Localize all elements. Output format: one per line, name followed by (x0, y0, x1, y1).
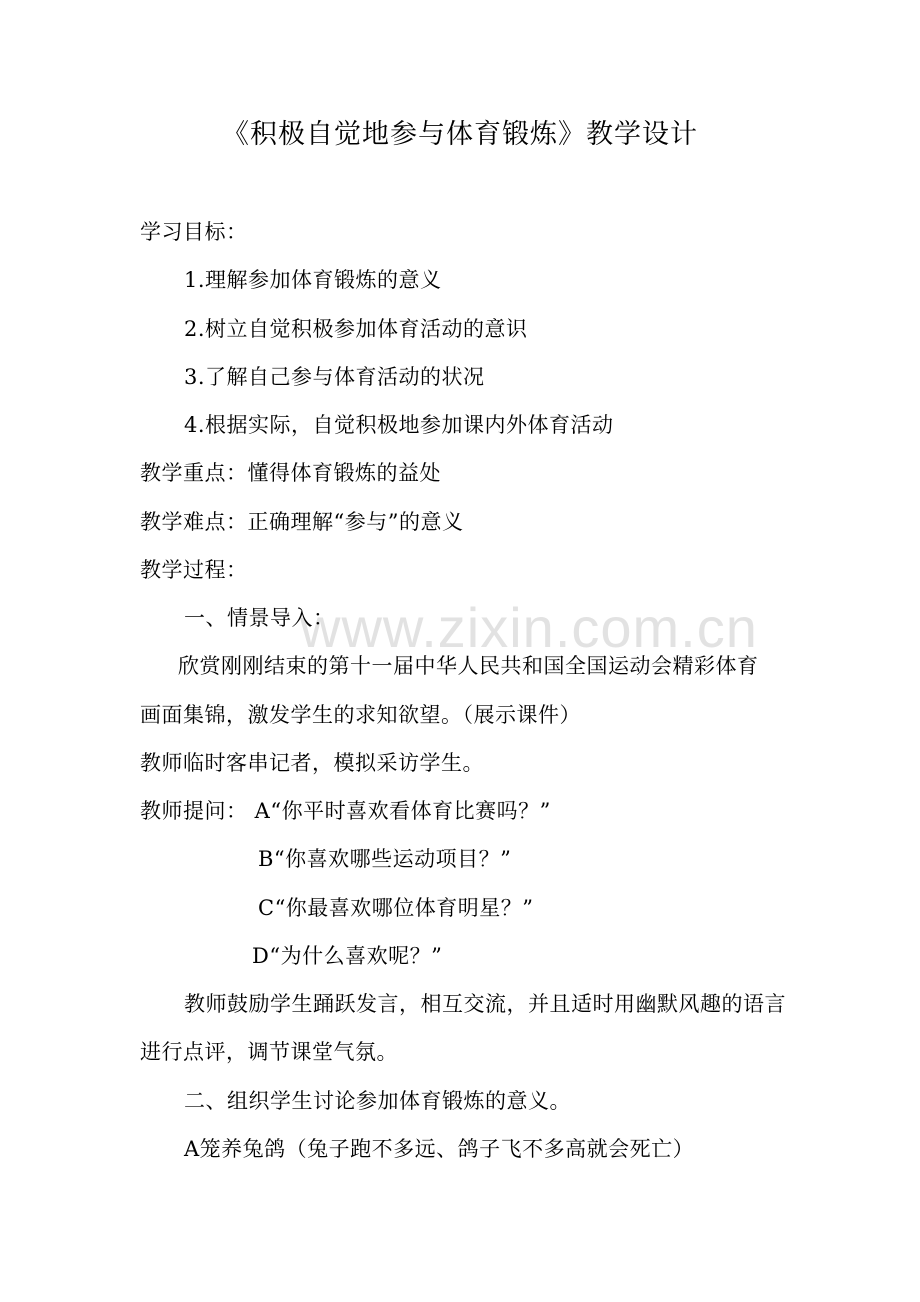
teaching-process-heading: 教学过程： (140, 558, 248, 582)
goal-item-3: 3.了解自己参与体育活动的状况 (184, 365, 485, 389)
paragraph-3-line-2: 进行点评，调节课堂气氛。 (140, 1040, 398, 1064)
question-a: 教师提问： A“你平时喜欢看体育比赛吗？” (140, 799, 551, 823)
paragraph-1-line-1: 欣赏刚刚结束的第十一届中华人民共和国全国运动会精彩体育 (178, 654, 759, 678)
goal-item-1: 1.理解参加体育锻炼的意义 (184, 268, 442, 292)
paragraph-3-line-1: 教师鼓励学生踊跃发言，相互交流，并且适时用幽默风趣的语言 (184, 992, 786, 1016)
paragraph-2: 教师临时客串记者，模拟采访学生。 (140, 751, 484, 775)
question-d: D“为什么喜欢呢？” (252, 944, 443, 968)
section-2-heading: 二、组织学生讨论参加体育锻炼的意义。 (184, 1089, 571, 1113)
teaching-difficulty: 教学难点：正确理解“参与”的意义 (140, 510, 464, 534)
paragraph-1-line-2: 画面集锦，激发学生的求知欲望。（展示课件） (140, 703, 581, 727)
watermark: www.zixin.com.cn (300, 596, 758, 659)
section-1-heading: 一、情景导入： (184, 606, 335, 630)
discussion-item-a: A笼养兔鸽（兔子跑不多远、鸽子飞不多高就会死亡） (184, 1137, 695, 1161)
goal-item-4: 4.根据实际，自觉积极地参加课内外体育活动 (184, 413, 614, 437)
goal-item-2: 2.树立自觉积极参加体育活动的意识 (184, 317, 528, 341)
learning-goals-heading: 学习目标： (140, 220, 248, 244)
document-title: 《积极自觉地参与体育锻炼》教学设计 (222, 119, 698, 150)
question-b: B“你喜欢哪些运动项目？” (258, 847, 512, 871)
teaching-focus: 教学重点：懂得体育锻炼的益处 (140, 461, 441, 485)
question-c: C“你最喜欢哪位体育明星？” (258, 896, 534, 920)
